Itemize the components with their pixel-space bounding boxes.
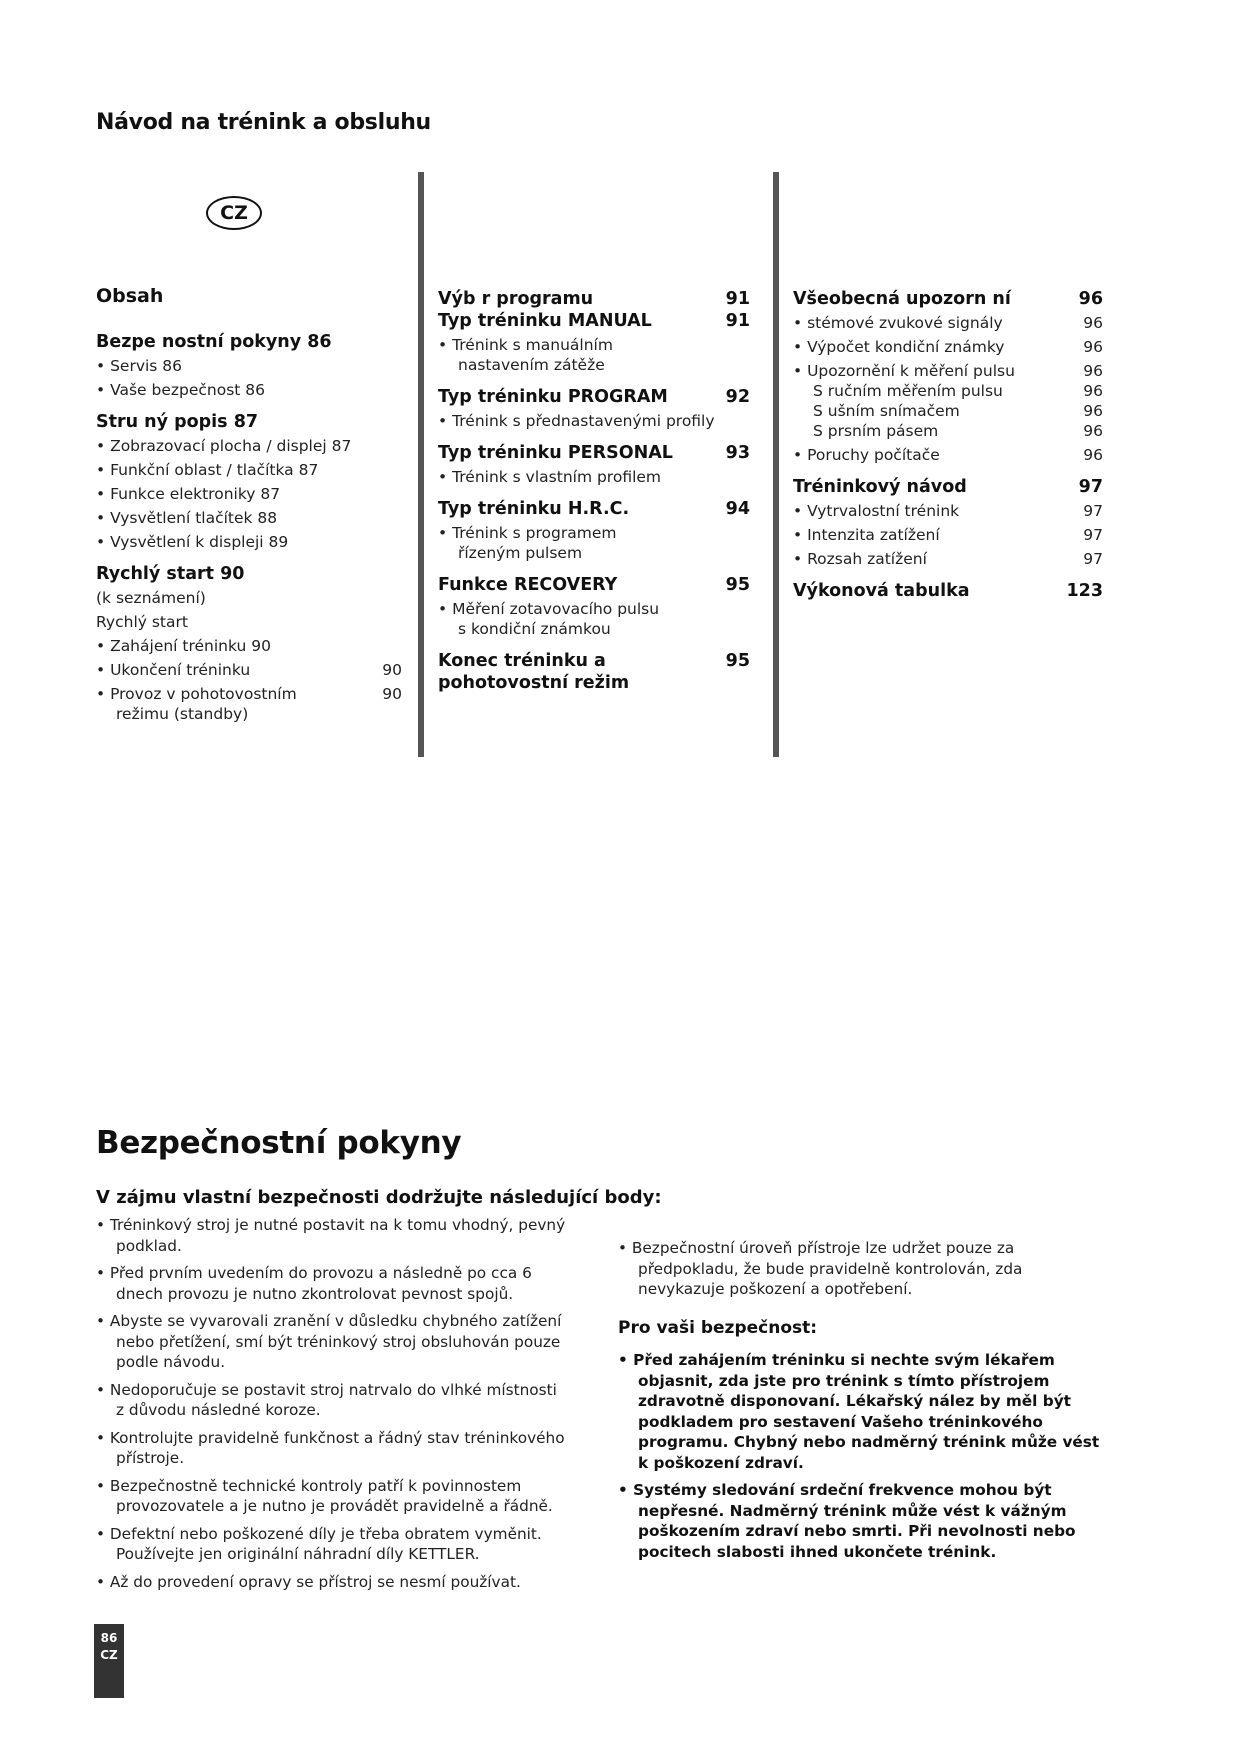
toc-entry bbox=[96, 704, 402, 724]
toc-entry bbox=[96, 636, 402, 656]
toc-entry bbox=[793, 337, 1103, 357]
toc-entry bbox=[793, 381, 1103, 401]
toc-entry-label: • Intenzita zatížení bbox=[793, 526, 940, 544]
toc-entry-label: • Funkční oblast / tlačítka 87 bbox=[96, 461, 319, 479]
toc-entry-page bbox=[722, 411, 750, 431]
toc-entry-page: 95 bbox=[725, 575, 750, 595]
toc-entry bbox=[96, 660, 402, 680]
toc-entry-page: 90 bbox=[382, 685, 402, 703]
safety-item: • Před prvním uvedením do provozu a následně po cca 6 dnech provozu je nutno zkontrolovat pevnost spojů. bbox=[96, 1263, 566, 1304]
toc-entry-page bbox=[722, 467, 750, 487]
toc-entry-page bbox=[374, 356, 402, 376]
toc-entry-label: • Vysvětlení tlačítek 88 bbox=[96, 509, 278, 527]
toc-entry bbox=[438, 311, 750, 331]
toc-entry-label: Bezpe nostní pokyny 86 bbox=[96, 332, 332, 352]
toc-entry-page bbox=[722, 523, 750, 543]
toc-entry-label: Konec tréninku a bbox=[438, 651, 606, 671]
toc-entry bbox=[793, 445, 1103, 465]
toc-entry bbox=[793, 477, 1103, 497]
toc-entry-label: Typ tréninku PERSONAL bbox=[438, 443, 673, 463]
toc-entry-page: 96 bbox=[1083, 422, 1103, 440]
toc-entry bbox=[96, 564, 402, 584]
toc-entry-label: • Zobrazovací plocha / displej 87 bbox=[96, 437, 352, 455]
toc-entry-label: • Vaše bezpečnost 86 bbox=[96, 381, 266, 399]
toc-entry-label: • Vysvětlení k displeji 89 bbox=[96, 533, 289, 551]
toc-entry-page: 96 bbox=[1083, 382, 1103, 400]
safety-item: • Tréninkový stroj je nutné postavit na k tomu vhodný, pevný podklad. bbox=[96, 1215, 566, 1256]
toc-entry-page bbox=[374, 332, 402, 352]
toc-entry-page bbox=[722, 355, 750, 375]
toc-entry-label: nastavením zátěže bbox=[458, 356, 605, 374]
page-number-tab bbox=[94, 1624, 124, 1698]
toc-entry-page bbox=[722, 335, 750, 355]
toc-entry-page: 96 bbox=[1083, 446, 1103, 464]
document-title: Návod na trénink a obsluhu bbox=[96, 110, 431, 135]
toc-entry bbox=[438, 543, 750, 563]
toc-entry bbox=[96, 508, 402, 528]
toc-entry-label: s kondiční známkou bbox=[458, 620, 611, 638]
toc-entry-page bbox=[374, 412, 402, 432]
toc-entry-page bbox=[374, 532, 402, 552]
toc-entry-page bbox=[374, 380, 402, 400]
toc-entry-label: Funkce RECOVERY bbox=[438, 575, 618, 595]
toc-entry bbox=[96, 380, 402, 400]
page-lang: CZ bbox=[100, 1648, 118, 1662]
safety-item: • Až do provedení opravy se přístroj se nesmí používat. bbox=[96, 1572, 566, 1593]
toc-entry-label: (k seznámení) bbox=[96, 589, 206, 607]
toc-entry bbox=[96, 484, 402, 504]
toc-entry-page: 90 bbox=[382, 661, 402, 679]
safety-item: • Defektní nebo poškozené díly je třeba obratem vyměnit. Používejte jen originální náhradní díly KETTLER. bbox=[96, 1524, 566, 1565]
toc-entry-page bbox=[722, 599, 750, 619]
toc-entry bbox=[438, 467, 750, 487]
toc-entry bbox=[793, 289, 1103, 309]
toc-entry-page: 97 bbox=[1083, 502, 1103, 520]
toc-entry-page bbox=[374, 704, 402, 724]
toc-entry-label: režimu (standby) bbox=[116, 705, 249, 723]
toc-entry-page bbox=[374, 564, 402, 584]
toc-column-1 bbox=[96, 330, 402, 724]
toc-entry bbox=[793, 549, 1103, 569]
toc-column-2 bbox=[438, 287, 750, 693]
toc-entry-page bbox=[374, 436, 402, 456]
toc-entry bbox=[96, 332, 402, 352]
toc-entry-page: 97 bbox=[1083, 550, 1103, 568]
toc-entry-page: 96 bbox=[1078, 289, 1103, 309]
toc-entry-label: • Zahájení tréninku 90 bbox=[96, 637, 271, 655]
toc-entry-label: Všeobecná upozorn ní bbox=[793, 289, 1011, 309]
toc-entry bbox=[438, 335, 750, 355]
page-number: 86 bbox=[100, 1631, 118, 1645]
toc-entry-page bbox=[374, 612, 402, 632]
toc-entry-label: • Upozornění k měření pulsu bbox=[793, 362, 1015, 380]
toc-entry-label: Typ tréninku MANUAL bbox=[438, 311, 652, 331]
toc-entry-page bbox=[374, 588, 402, 608]
toc-entry-label: Typ tréninku H.R.C. bbox=[438, 499, 630, 519]
toc-entry bbox=[438, 355, 750, 375]
toc-entry-label: Rychlý start bbox=[96, 613, 188, 631]
toc-entry bbox=[438, 575, 750, 595]
toc-entry-page: 92 bbox=[725, 387, 750, 407]
toc-entry-label: • Servis 86 bbox=[96, 357, 183, 375]
toc-entry-page: 96 bbox=[1083, 338, 1103, 356]
toc-entry bbox=[438, 523, 750, 543]
toc-entry-page: 91 bbox=[725, 289, 750, 309]
toc-entry-page: 93 bbox=[725, 443, 750, 463]
toc-heading: Obsah bbox=[96, 285, 164, 307]
toc-entry-page: 96 bbox=[1083, 362, 1103, 380]
toc-entry-label: Typ tréninku PROGRAM bbox=[438, 387, 668, 407]
toc-entry bbox=[438, 289, 750, 309]
toc-entry bbox=[438, 619, 750, 639]
toc-entry bbox=[793, 401, 1103, 421]
toc-entry-label: • Výpočet kondiční známky bbox=[793, 338, 1005, 356]
toc-entry bbox=[793, 361, 1103, 381]
toc-entry-page: 91 bbox=[725, 311, 750, 331]
toc-entry-label: S ušním snímačem bbox=[813, 402, 960, 420]
toc-entry-label: Rychlý start 90 bbox=[96, 564, 245, 584]
toc-entry-label: • Poruchy počítače bbox=[793, 446, 940, 464]
toc-entry-label: • Trénink s přednastavenými profily bbox=[438, 412, 715, 430]
safety-item: • Systémy sledování srdeční frekvence mohou být nepřesné. Nadměrný trénink může vést k vážným poškozením zdraví nebo smrti. Při nevolnosti nebo pocitech slabosti ihned ukončete trénink. bbox=[618, 1480, 1108, 1562]
toc-entry bbox=[96, 436, 402, 456]
toc-entry bbox=[96, 460, 402, 480]
toc-entry-label: • Rozsah zatížení bbox=[793, 550, 927, 568]
safety-list-left bbox=[96, 1215, 566, 1599]
toc-entry-label: Tréninkový návod bbox=[793, 477, 967, 497]
toc-entry bbox=[438, 599, 750, 619]
toc-column-3 bbox=[793, 287, 1103, 601]
toc-entry bbox=[438, 673, 750, 693]
safety-intro-text: • Bezpečnostní úroveň přístroje lze udržet pouze za předpokladu, že bude pravidelně kontrolován, zda nevykazuje poškození a opotřebení. bbox=[618, 1238, 1108, 1300]
toc-entry bbox=[793, 421, 1103, 441]
toc-entry-label: S ručním měřením pulsu bbox=[813, 382, 1003, 400]
toc-entry-label: • Provoz v pohotovostním bbox=[96, 685, 297, 703]
toc-entry-label: • Trénink s programem bbox=[438, 524, 617, 542]
toc-entry bbox=[96, 588, 402, 608]
language-badge: CZ bbox=[206, 196, 262, 230]
toc-entry bbox=[96, 356, 402, 376]
safety-title: Bezpečnostní pokyny bbox=[96, 1125, 462, 1161]
safety-intro-right bbox=[618, 1238, 1108, 1307]
safety-right-heading: Pro vaši bezpečnost: bbox=[618, 1318, 818, 1338]
toc-entry bbox=[438, 387, 750, 407]
toc-entry-page bbox=[722, 543, 750, 563]
toc-entry-label: pohotovostní režim bbox=[438, 673, 630, 693]
toc-entry-page: 97 bbox=[1083, 526, 1103, 544]
toc-entry-page: 96 bbox=[1083, 402, 1103, 420]
toc-entry-label: S prsním pásem bbox=[813, 422, 939, 440]
safety-list-right bbox=[618, 1350, 1108, 1569]
toc-entry-page: 96 bbox=[1083, 314, 1103, 332]
toc-entry-label: Výkonová tabulka bbox=[793, 581, 970, 601]
safety-item: • Nedoporučuje se postavit stroj natrvalo do vlhké místnosti z důvodu následné koroze. bbox=[96, 1380, 566, 1421]
toc-entry bbox=[793, 581, 1103, 601]
toc-entry-page: 123 bbox=[1066, 581, 1103, 601]
toc-entry-label: • Trénink s manuálním bbox=[438, 336, 613, 354]
toc-entry-label: • stémové zvukové signály bbox=[793, 314, 1003, 332]
toc-entry-page: 94 bbox=[725, 499, 750, 519]
toc-entry bbox=[96, 532, 402, 552]
toc-entry-page bbox=[374, 636, 402, 656]
toc-entry bbox=[438, 651, 750, 671]
safety-item: • Bezpečnostně technické kontroly patří k povinnostem provozovatele a je nutno je provádět pravidelně a řádně. bbox=[96, 1476, 566, 1517]
safety-item: • Před zahájením tréninku si nechte svým lékařem objasnit, zda jste pro trénink s tímto přístrojem zdravotně disponovaní. Lékařský nález by měl být podkladem pro sestavení Vašeho tréninkového programu. Chybný nebo nadměrný trénink může vést k poškození zdraví. bbox=[618, 1350, 1108, 1473]
toc-entry bbox=[438, 499, 750, 519]
toc-entry-page bbox=[722, 619, 750, 639]
toc-entry bbox=[793, 525, 1103, 545]
toc-entry-label: • Funkce elektroniky 87 bbox=[96, 485, 281, 503]
toc-entry-label: • Ukončení tréninku bbox=[96, 661, 251, 679]
toc-entry-label: řízeným pulsem bbox=[458, 544, 583, 562]
toc-entry-page bbox=[374, 460, 402, 480]
toc-entry bbox=[96, 612, 402, 632]
toc-entry bbox=[438, 411, 750, 431]
toc-entry bbox=[96, 412, 402, 432]
toc-entry bbox=[96, 684, 402, 704]
safety-item: • Kontrolujte pravidelně funkčnost a řádný stav tréninkového přístroje. bbox=[96, 1428, 566, 1469]
toc-entry-page: 97 bbox=[1078, 477, 1103, 497]
toc-entry-page bbox=[374, 484, 402, 504]
toc-entry-label: • Vytrvalostní trénink bbox=[793, 502, 960, 520]
toc-entry bbox=[793, 313, 1103, 333]
toc-entry-page: 95 bbox=[725, 651, 750, 671]
toc-entry-page bbox=[374, 508, 402, 528]
toc-entry-label: • Měření zotavovacího pulsu bbox=[438, 600, 660, 618]
toc-entry-label: Stru ný popis 87 bbox=[96, 412, 259, 432]
toc-entry-label: Výb r programu bbox=[438, 289, 594, 309]
toc-entry bbox=[793, 501, 1103, 521]
toc-entry-label: • Trénink s vlastním profilem bbox=[438, 468, 662, 486]
column-divider-1 bbox=[418, 172, 424, 757]
column-divider-2 bbox=[773, 172, 779, 757]
safety-item: • Abyste se vyvarovali zranění v důsledku chybného zatížení nebo přetížení, smí být tréninkový stroj obsluhován pouze podle návodu. bbox=[96, 1311, 566, 1373]
toc-entry-page bbox=[722, 673, 750, 693]
toc-entry bbox=[438, 443, 750, 463]
safety-subtitle: V zájmu vlastní bezpečnosti dodržujte následující body: bbox=[96, 1187, 662, 1208]
